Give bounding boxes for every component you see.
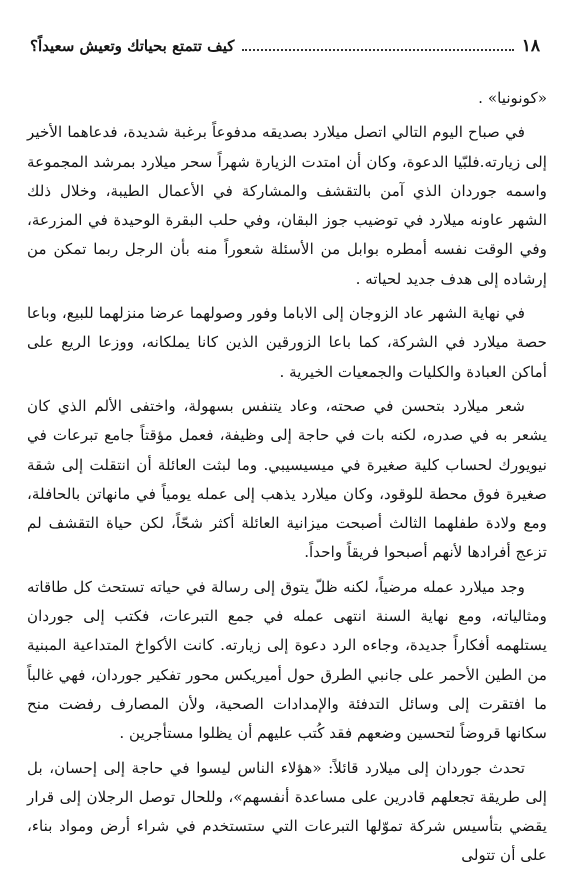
header-dot-leader	[242, 49, 513, 51]
page-number: ١٨	[521, 36, 540, 56]
paragraph: في صباح اليوم التالي اتصل ميلارد بصديقه مدفوعاً برغبة شديدة، فدعاهما الأخير إلى زيارته.فلبّيا الدعوة، وكان أن امتدت الزيارة شهراً سحر ميلارد بمرشد المجموعة واسمه جوردان الذي آمن بالتقشف والمشاركة في الأعمال الطيبة، وخلال ذلك الشهر عاونه ميلارد في توضيب جوز البقان، وفي حلب البقرة الوحيدة في المزرعة، وفي الوقت نفسه أمطره بوابل من الأسئلة شعوراً منه بأن الرجل ربما تمكن من إرشاده إلى هدف جديد لحياته .	[27, 123, 547, 288]
page-body	[27, 84, 547, 871]
paragraph: شعر ميلارد بتحسن في صحته، وعاد يتنفس بسهولة، واختفى الألم الذي كان يشعر به في صدره، لكنه بات في حاجة إلى وظيفة، فعمل مؤقتاً جامع تبرعات في نيويورك لحساب كلية صغيرة في ميسيسيبي. وما لبثت العائلة أن انتقلت إلى شقة صغيرة فوق محطة للوقود، وكان ميلارد يذهب إلى عمله يومياً في مانهاتن بالحافلة، ومع ولادة طفلهما الثالث أصبحت ميزانية العائلة أكثر شحّاً، لكن حياة التقشف لم تزعج أفرادها لأنهم أصبحوا فريقاً واحداً.	[27, 396, 547, 562]
running-header	[30, 32, 540, 60]
paragraph: تحدث جوردان إلى ميلارد قائلاً: «هؤلاء الناس ليسوا في حاجة إلى إحسان، بل إلى طريقة تجعلهم قادرين على مساعدة أنفسهم»، وللحال توصل الرجلان إلى قرار يقضي بتأسيس شركة تموّلها التبرعات التي ستستخدم في شراء أرض ومواد بناء، على أن تتولى	[27, 758, 547, 865]
paragraph: وجد ميلارد عمله مرضياً، لكنه ظلّ يتوق إلى رسالة في حياته تستحث كل طاقاته ومثالياته، ومع نهاية السنة انتهى عمله في جمع التبرعات، فكتب إلى جوردان يستلهمه أفكاراً جديدة، وجاءه الرد دعوة إلى زيارته. كانت الأكواخ المتداعية المبنية من الطين الأحمر على جانبي الطرق حول أميريكس محور تفكير جوردان، فهي غالباً ما افتقرت إلى وسائل التدفئة والإمدادات الصحية، ولأن المصارف رفضت منح سكانها قروضاً لتحسين وضعهم فقد كُتب عليهم أن يظلوا مستأجرين .	[27, 577, 547, 743]
paragraph: «كونونيا» .	[478, 89, 547, 107]
book-title: كيف تتمتع بحياتك وتعيش سعيداً؟	[30, 37, 235, 55]
paragraph: في نهاية الشهر عاد الزوجان إلى الاباما وفور وصولهما عرضا منزلهما للبيع، وباعا حصة ميلارد في الشركة، كما باعا الزورقين الذين كانا يملكانه، ووزعا الريع على أماكن العبادة والكليات والجمعيات الخيرية .	[27, 304, 547, 381]
